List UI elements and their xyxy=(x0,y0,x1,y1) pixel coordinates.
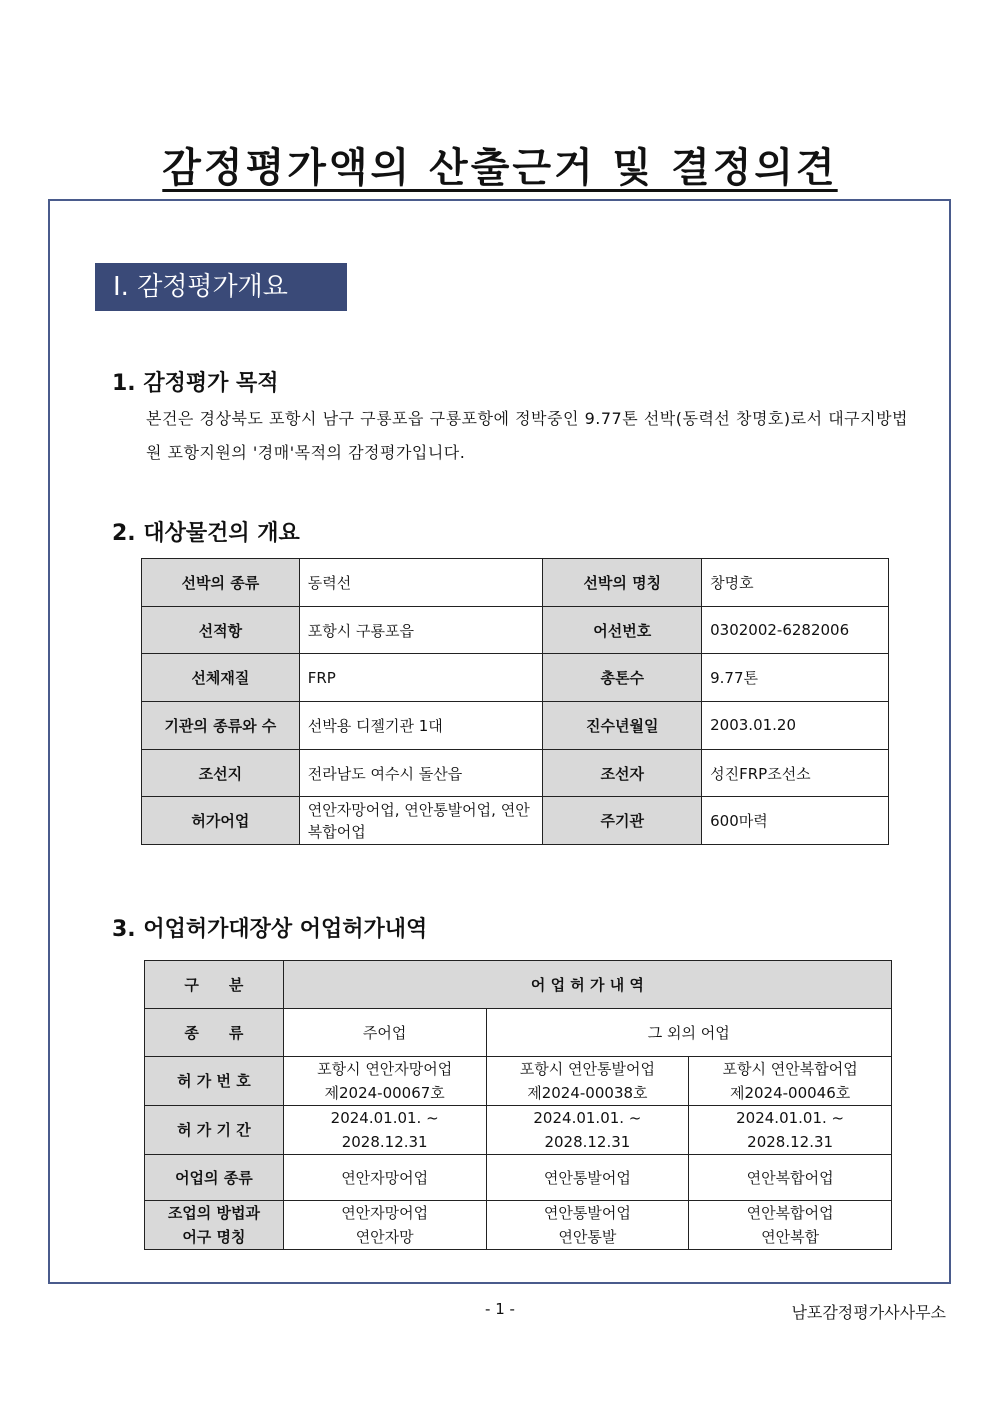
license-number-name: 포항시 연안자망어업 xyxy=(317,1060,453,1078)
overview-label: 총톤수 xyxy=(543,654,702,702)
license-period-start: 2024.01.01. ~ xyxy=(533,1109,642,1127)
license-number-name: 포항시 연안통발어업 xyxy=(519,1060,655,1078)
license-number-code: 제2024-00038호 xyxy=(527,1084,648,1102)
license-number-code: 제2024-00046호 xyxy=(729,1084,851,1102)
overview-label: 조선지 xyxy=(142,749,300,797)
license-kind-label: 종 류 xyxy=(145,1009,284,1057)
table-row xyxy=(142,654,889,702)
table-row xyxy=(145,1009,892,1057)
overview-value: 포항시 구룡포읍 xyxy=(299,606,543,654)
license-number-name: 포항시 연안복합어업 xyxy=(722,1060,858,1078)
license-number-label: 허 가 번 호 xyxy=(145,1057,284,1106)
license-period-start: 2024.01.01. ~ xyxy=(736,1109,845,1127)
license-type-value: 연안복합어업 xyxy=(689,1155,892,1201)
license-number-cell xyxy=(283,1057,486,1106)
overview-label: 선박의 종류 xyxy=(142,559,300,607)
purpose-heading: 1. 감정평가 목적 xyxy=(112,371,279,396)
overview-value: 2003.01.20 xyxy=(702,702,889,750)
table-row xyxy=(142,749,889,797)
license-method-gear: 연안통발 xyxy=(558,1228,617,1246)
overview-label: 조선자 xyxy=(543,749,702,797)
overview-label: 허가어업 xyxy=(142,797,300,845)
overview-label: 선적항 xyxy=(142,606,300,654)
page-number: - 1 - xyxy=(485,1300,515,1318)
overview-label: 주기관 xyxy=(543,797,702,845)
license-type-value: 연안통발어업 xyxy=(486,1155,689,1201)
license-table xyxy=(144,960,892,1250)
license-period-start: 2024.01.01. ~ xyxy=(330,1109,439,1127)
overview-value: 창명호 xyxy=(702,559,889,607)
table-row xyxy=(145,1201,892,1250)
table-row xyxy=(142,797,889,845)
table-row xyxy=(145,961,892,1009)
license-kind-other: 그 외의 어업 xyxy=(486,1009,891,1057)
license-type-value: 연안자망어업 xyxy=(283,1155,486,1201)
license-number-cell xyxy=(486,1057,689,1106)
license-method-label-cell xyxy=(145,1201,284,1250)
license-heading: 3. 어업허가대장상 어업허가내역 xyxy=(112,917,428,942)
license-number-cell xyxy=(689,1057,892,1106)
license-method-gear: 연안복합 xyxy=(761,1228,820,1246)
license-method-cell xyxy=(283,1201,486,1250)
overview-heading: 2. 대상물건의 개요 xyxy=(112,521,300,546)
overview-value: 전라남도 여수시 돌산읍 xyxy=(299,749,543,797)
overview-value: 0302002-6282006 xyxy=(702,606,889,654)
license-header-value: 어 업 허 가 내 역 xyxy=(283,961,891,1009)
license-method-name: 연안자망어업 xyxy=(341,1204,429,1222)
license-method-label: 조업의 방법과 xyxy=(167,1204,260,1222)
table-row xyxy=(145,1106,892,1155)
license-period-end: 2028.12.31 xyxy=(747,1133,834,1151)
overview-value: FRP xyxy=(299,654,543,702)
license-method-label: 어구 명칭 xyxy=(182,1228,246,1246)
overview-value: 600마력 xyxy=(702,797,889,845)
license-kind-main: 주어업 xyxy=(283,1009,486,1057)
table-row xyxy=(142,702,889,750)
license-method-cell xyxy=(689,1201,892,1250)
overview-label: 기관의 종류와 수 xyxy=(142,702,300,750)
table-row xyxy=(145,1155,892,1201)
license-period-cell xyxy=(283,1106,486,1155)
table-row xyxy=(145,1057,892,1106)
page-title xyxy=(0,136,1000,193)
overview-value: 선박용 디젤기관 1대 xyxy=(299,702,543,750)
page-title-text: 감정평가액의 산출근거 및 결정의견 xyxy=(162,145,838,191)
overview-value: 9.77톤 xyxy=(702,654,889,702)
overview-label: 진수년월일 xyxy=(543,702,702,750)
table-row xyxy=(142,606,889,654)
overview-label: 어선번호 xyxy=(543,606,702,654)
overview-value: 연안자망어업, 연안통발어업, 연안복합어업 xyxy=(299,797,543,845)
office-name: 남포감정평가사사무소 xyxy=(791,1303,946,1322)
overview-label: 선박의 명칭 xyxy=(543,559,702,607)
license-header-label: 구 분 xyxy=(145,961,284,1009)
license-method-name: 연안복합어업 xyxy=(746,1204,834,1222)
section-banner: Ⅰ. 감정평가개요 xyxy=(95,263,347,311)
overview-table xyxy=(141,558,889,845)
license-type-label: 어업의 종류 xyxy=(145,1155,284,1201)
license-period-cell xyxy=(486,1106,689,1155)
license-number-code: 제2024-00067호 xyxy=(324,1084,445,1102)
license-period-cell xyxy=(689,1106,892,1155)
overview-value: 동력선 xyxy=(299,559,543,607)
license-period-label: 허 가 기 간 xyxy=(145,1106,284,1155)
overview-value: 성진FRP조선소 xyxy=(702,749,889,797)
license-method-cell xyxy=(486,1201,689,1250)
license-period-end: 2028.12.31 xyxy=(341,1133,428,1151)
license-method-gear: 연안자망 xyxy=(355,1228,414,1246)
table-row xyxy=(142,559,889,607)
license-method-name: 연안통발어업 xyxy=(543,1204,631,1222)
overview-label: 선체재질 xyxy=(142,654,300,702)
purpose-text: 본건은 경상북도 포항시 남구 구룡포읍 구룡포항에 정박중인 9.77톤 선박(동력선 창명호)로서 대구지방법원 포항지원의 '경매'목적의 감정평가입니다. xyxy=(146,409,908,462)
license-period-end: 2028.12.31 xyxy=(544,1133,631,1151)
